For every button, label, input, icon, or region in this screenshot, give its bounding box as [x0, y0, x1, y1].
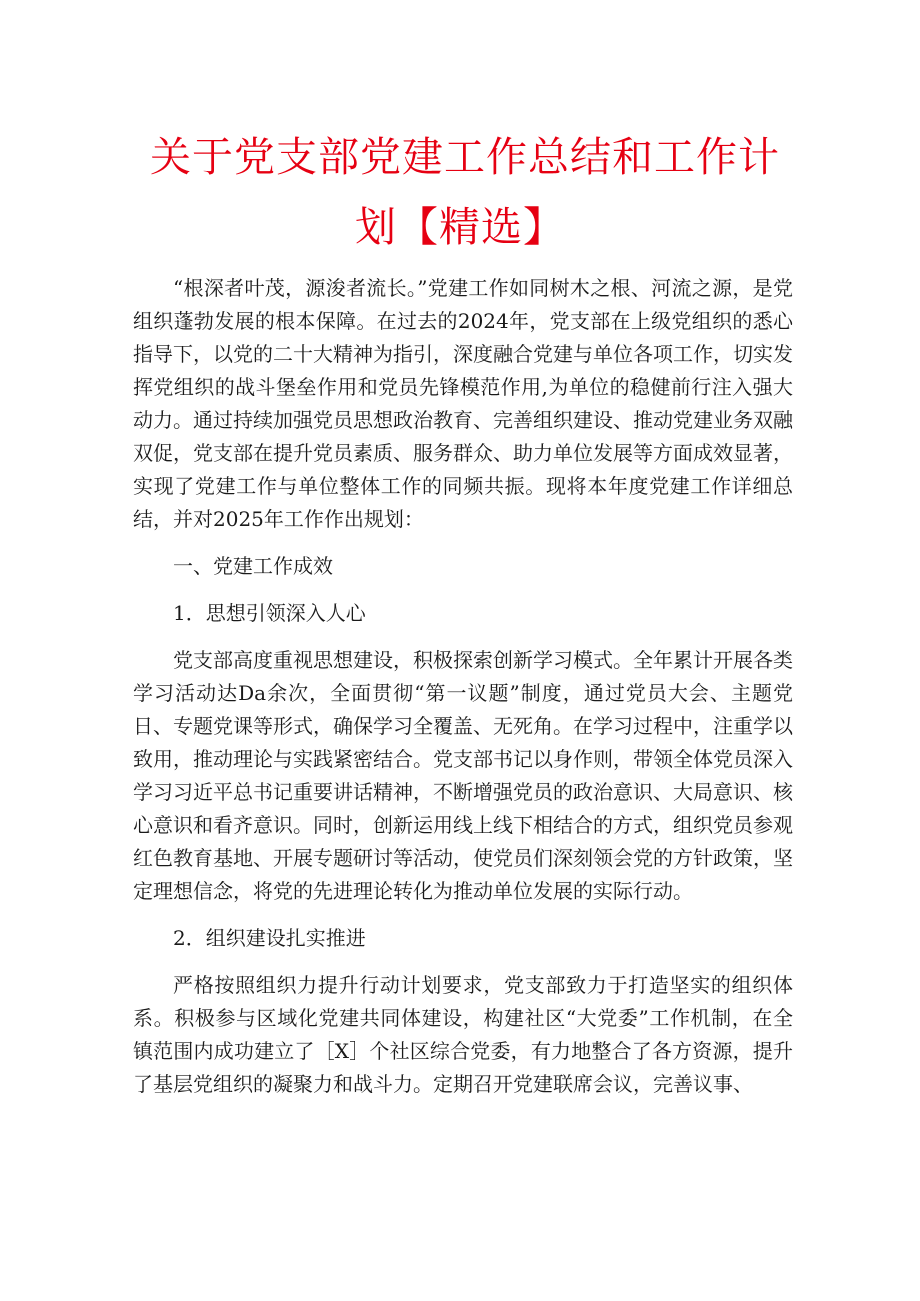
ideology-paragraph: 党支部高度重视思想建设，积极探索创新学习模式。全年累计开展各类学习活动达Da余次，全面贯彻“第一议题”制度，通过党员大会、主题党日、专题党课等形式，确保学习全覆盖、无死角。在学习过程中，注重学以致用，推动理论与实践紧密结合。党支部书记以身作则，带领全体党员深入学习习近平总书记重要讲话精神，不断增强党员的政治意识、大局意识、核心意识和看齐意识。同时，创新运用线上线下相结合的方式，组织党员参观红色教育基地、开展专题研讨等活动，使党员们深刻领会党的方针政策，坚定理想信念，将党的先进理论转化为推动单位发展的实际行动。: [133, 648, 793, 903]
document-body: [133, 272, 793, 1101]
intro-paragraph: “根深者叶茂，源浚者流长。”党建工作如同树木之根、河流之源，是党组织蓬勃发展的根本保障。在过去的2024年，党支部在上级党组织的悉心指导下，以党的二十大精神为指引，深度融合党建与单位各项工作，切实发挥党组织的战斗堡垒作用和党员先锋模范作用,为单位的稳健前行注入强大动力。通过持续加强党员思想政治教育、完善组织建设、推动党建业务双融双促，党支部在提升党员素质、服务群众、助力单位发展等方面成效显著，实现了党建工作与单位整体工作的同频共振。现将本年度党建工作详细总结，并对2025年工作作出规划：: [133, 276, 793, 531]
section-heading-achievements: 一、党建工作成效: [173, 554, 333, 578]
subsection-heading-organization: 2．组织建设扎实推进: [173, 926, 366, 950]
document-title: [150, 122, 780, 262]
title-line-1: 关于党支部党建工作总结和工作计: [150, 133, 780, 181]
organization-paragraph: 严格按照组织力提升行动计划要求，党支部致力于打造坚实的组织体系。积极参与区域化党建共同体建设，构建社区“大党委”工作机制，在全镇范围内成功建立了［X］个社区综合党委，有力地整合了各方资源，提升了基层党组织的凝聚力和战斗力。定期召开党建联席会议，完善议事、: [133, 973, 793, 1096]
title-line-2: 划【精选】: [355, 203, 565, 251]
subsection-heading-ideology: 1．思想引领深入人心: [173, 601, 366, 625]
